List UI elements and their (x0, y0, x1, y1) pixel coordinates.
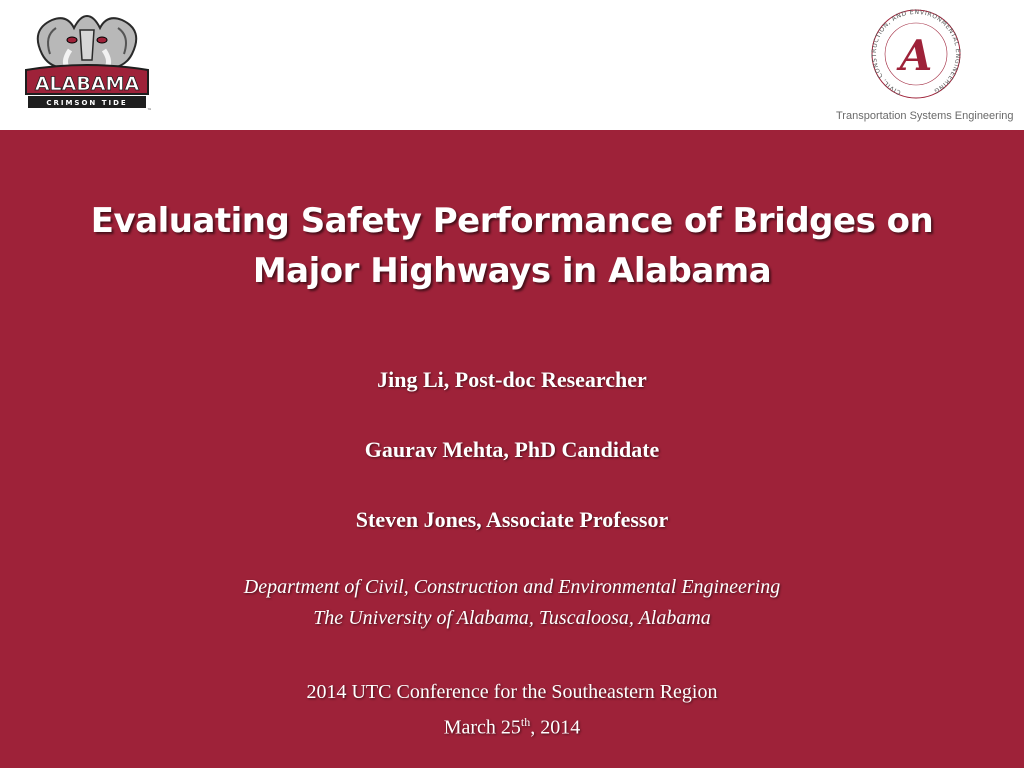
header-tagline: Transportation Systems Engineering (836, 110, 1014, 122)
cce-seal-logo-icon (870, 2, 962, 106)
author-1: Jing Li, Post-doc Researcher (377, 367, 647, 392)
logo-wordmark: ALABAMA (34, 73, 140, 95)
alabama-elephant-logo-icon (22, 10, 152, 114)
title-line-2: Major Highways in Alabama (252, 251, 772, 291)
conference-name: 2014 UTC Conference for the Southeastern Region (306, 681, 718, 703)
logo-tm: ™ (147, 108, 152, 114)
slide-title (0, 196, 1024, 296)
author-3: Steven Jones, Associate Professor (355, 507, 669, 532)
affiliation-line-2: The University of Alabama, Tuscaloosa, Alabama (313, 607, 711, 629)
seal-letter: A (899, 31, 933, 80)
date-superscript: th (520, 715, 531, 729)
date-prefix: March 25 (443, 716, 521, 739)
logo-subtext: CRIMSON TIDE (46, 99, 128, 107)
affiliation (0, 572, 1024, 634)
author-2: Gaurav Mehta, PhD Candidate (364, 437, 660, 462)
conference-info (0, 677, 1024, 743)
affiliation-line-1: Department of Civil, Construction and Environmental Engineering (243, 576, 781, 598)
title-line-1: Evaluating Safety Performance of Bridges on (90, 201, 934, 241)
slide-header (0, 0, 1024, 130)
date-suffix: , 2014 (530, 716, 581, 739)
conference-date (0, 707, 1024, 743)
seal-ring-text: CIVIL, CONSTRUCTION, AND ENVIRONMENTAL ENGINEERING (870, 8, 962, 96)
